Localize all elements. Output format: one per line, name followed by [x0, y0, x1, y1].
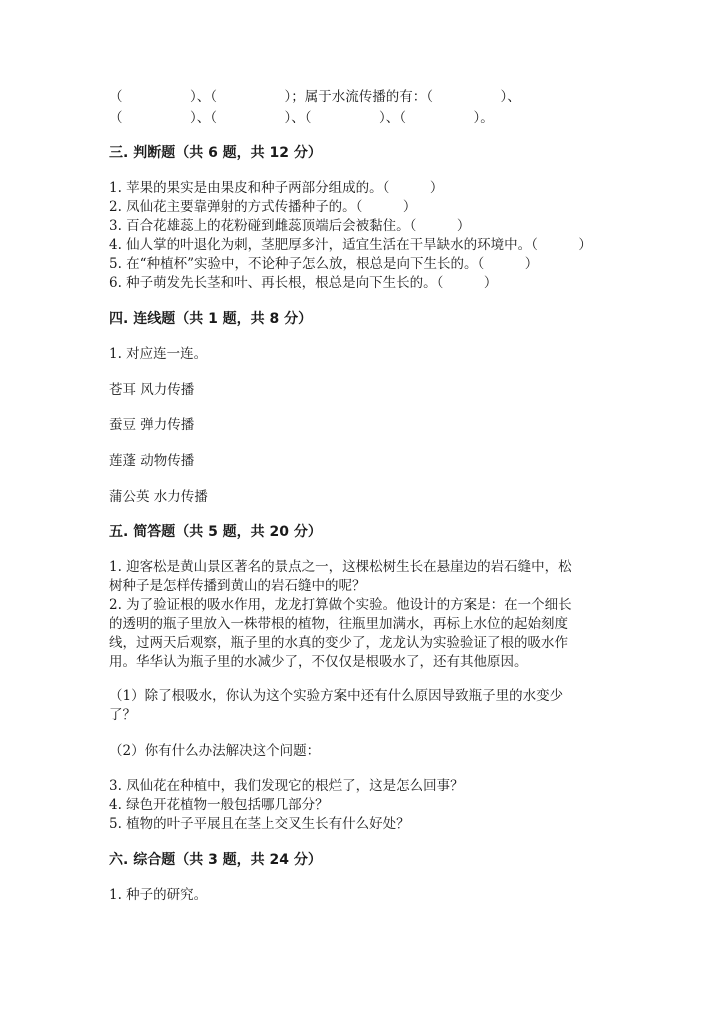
judgment-item: 1. 苹果的果实是由果皮和种子两部分组成的。（ ）	[109, 180, 444, 196]
judgment-item: 3. 百合花雄蕊上的花粉碰到雌蕊顶端后会被黏住。（ ）	[109, 218, 471, 234]
sub-question-line: （1）除了根吸水，你认为这个实验方案中还有什么原因导致瓶子里的水变少	[109, 688, 564, 704]
short-answer-line: 线，过两天后观察，瓶子里的水真的变少了，龙龙认为实验验证了根的吸水作	[109, 635, 568, 651]
short-answer-line: 用。华华认为瓶子里的水减少了，不仅仅是根吸水了，还有其他原因。	[109, 654, 528, 670]
fill-blank-line: （ ）、（ ）、（ ）、（ ）。	[109, 110, 494, 126]
section-heading-comprehensive: 六. 综合题（共 3 题，共 24 分）	[109, 852, 322, 868]
comprehensive-question: 1. 种子的研究。	[109, 887, 208, 903]
judgment-item: 6. 种子萌发先长茎和叶、再长根，根总是向下生长的。（ ）	[109, 275, 498, 291]
matching-pair: 蚕豆 弹力传播	[109, 417, 195, 433]
sub-question-line: 了？	[109, 707, 136, 723]
sub-question-line: （2）你有什么办法解决这个问题：	[109, 743, 321, 759]
short-answer-line: 1. 迎客松是黄山景区著名的景点之一，这棵松树生长在悬崖边的岩石缝中，松	[109, 559, 572, 575]
matching-pair: 苍耳 风力传播	[109, 382, 195, 398]
short-answer-line: 4. 绿色开花植物一般包括哪几部分？	[109, 797, 329, 813]
short-answer-line: 的透明的瓶子里放入一株带根的植物，往瓶里加满水，再标上水位的起始刻度	[109, 616, 568, 632]
short-answer-line: 树种子是怎样传播到黄山的岩石缝中的呢？	[109, 578, 366, 594]
short-answer-line: 3. 凤仙花在种植中，我们发现它的根烂了，这是怎么回事？	[109, 778, 464, 794]
section-heading-short-answer: 五. 简答题（共 5 题，共 20 分）	[109, 524, 322, 540]
fill-blank-line: （ ）、（ ）；属于水流传播的有：（ ）、	[109, 89, 521, 105]
judgment-item: 5. 在“种植杯”实验中，不论种子怎么放，根总是向下生长的。（ ）	[109, 256, 539, 272]
short-answer-line: 2. 为了验证根的吸水作用，龙龙打算做个实验。他设计的方案是：在一个细长	[109, 597, 572, 613]
matching-pair: 莲蓬 动物传播	[109, 453, 195, 469]
matching-pair: 蒲公英 水力传播	[109, 489, 208, 505]
short-answer-line: 5. 植物的叶子平展且在茎上交叉生长有什么好处？	[109, 816, 410, 832]
judgment-item: 2. 凤仙花主要靠弹射的方式传播种子的。（ ）	[109, 199, 417, 215]
section-heading-matching: 四. 连线题（共 1 题，共 8 分）	[109, 311, 313, 327]
matching-question: 1. 对应连一连。	[109, 346, 208, 362]
judgment-item: 4. 仙人掌的叶退化为刺，茎肥厚多汁，适宜生活在干旱缺水的环境中。（ ）	[109, 237, 592, 253]
section-heading-judgment: 三. 判断题（共 6 题，共 12 分）	[109, 145, 322, 161]
